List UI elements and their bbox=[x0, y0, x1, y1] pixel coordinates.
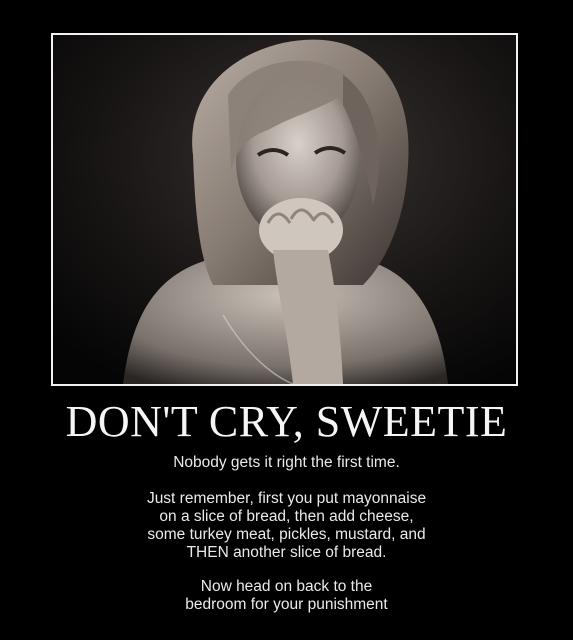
photo-frame bbox=[51, 33, 518, 386]
caption-paragraph-1-line: some turkey meat, pickles, mustard, and bbox=[147, 526, 426, 543]
caption-paragraph-1-line: on a slice of bread, then add cheese, bbox=[159, 508, 414, 525]
poster-title: DON'T CRY, SWEETIE bbox=[65, 397, 508, 446]
caption-paragraph-1-line: Just remember, first you put mayonnaise bbox=[146, 490, 427, 507]
caption-paragraph-2 bbox=[0, 578, 573, 614]
caption-paragraph-2-line: bedroom for your punishment bbox=[185, 596, 388, 613]
caption-paragraph-1-line: THEN another slice of bread. bbox=[186, 544, 387, 561]
crying-woman-photo bbox=[53, 35, 516, 384]
caption-paragraph-1 bbox=[0, 490, 573, 562]
caption-paragraph-2-line: Now head on back to the bbox=[200, 578, 373, 595]
caption-line-1: Nobody gets it right the first time. bbox=[173, 454, 400, 471]
